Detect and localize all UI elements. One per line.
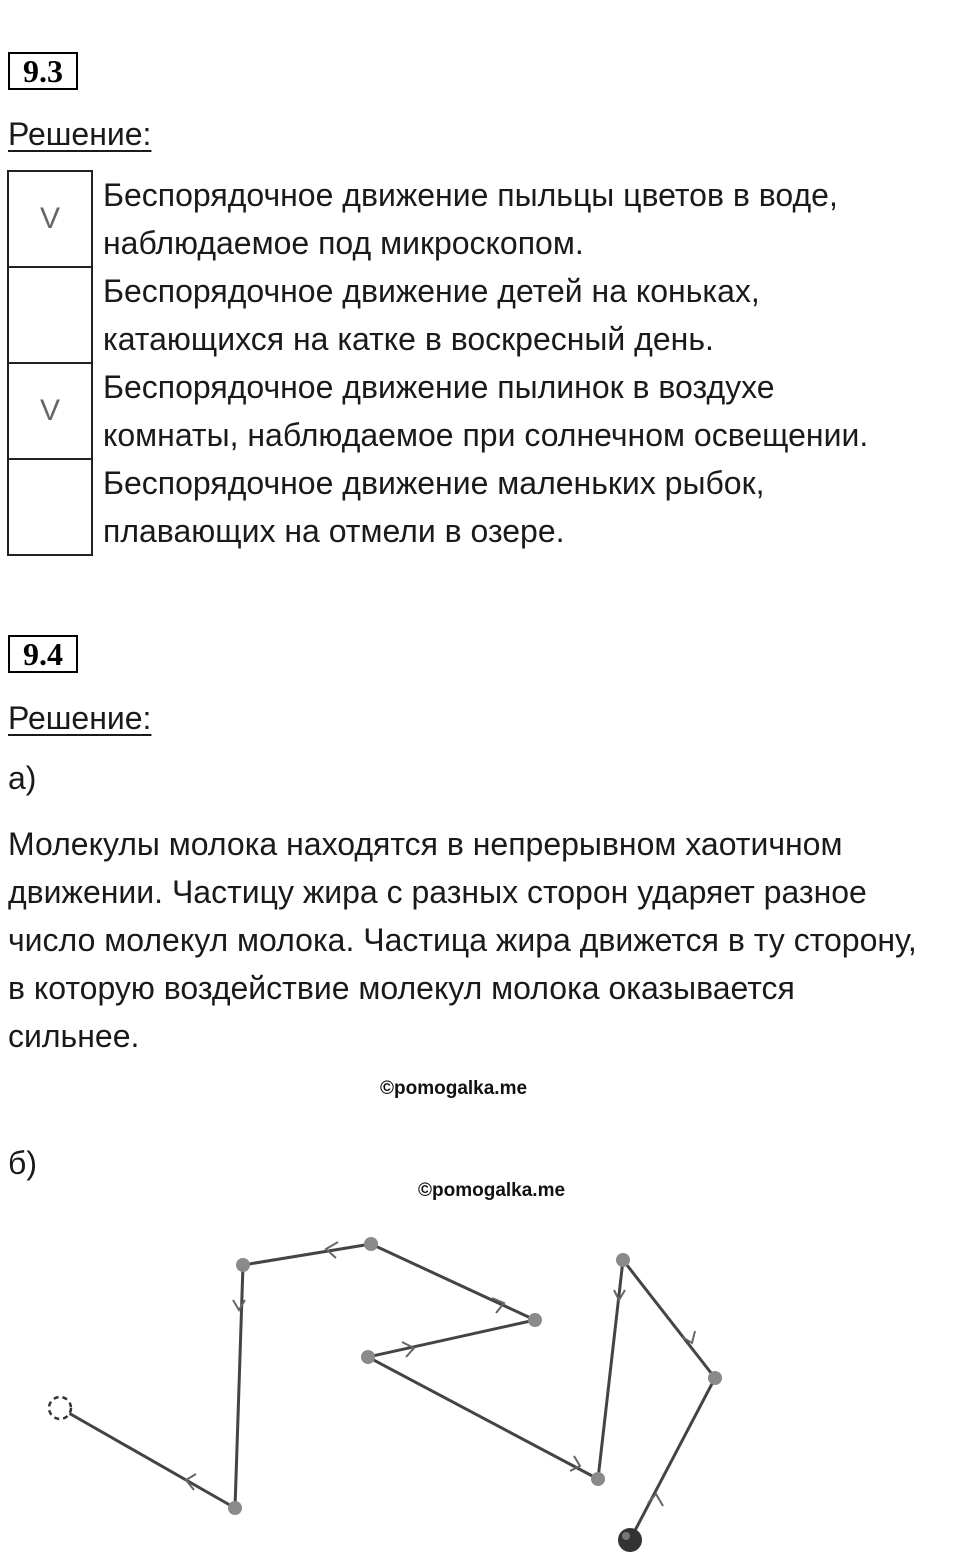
paragraph-line: в которую воздействие молекул молока оказывается <box>8 970 795 1006</box>
path-segment <box>60 1408 235 1508</box>
solution-label: Решение: <box>8 116 152 152</box>
answer-row <box>8 171 954 267</box>
path-segment <box>368 1320 535 1357</box>
collision-point <box>616 1253 630 1267</box>
paragraph-line: Молекулы молока находятся в непрерывном хаотичном <box>8 826 843 862</box>
collision-point <box>591 1472 605 1486</box>
collision-point <box>364 1237 378 1251</box>
direction-arrows <box>186 1242 695 1506</box>
checkbox-cell: V <box>8 363 92 459</box>
solution-label: Решение: <box>8 700 152 736</box>
answer-line: Беспорядочное движение пылинок в воздухе <box>103 369 775 405</box>
answer-table <box>7 170 955 556</box>
task-number-9-4: 9.4 <box>8 635 78 673</box>
collision-points <box>228 1237 722 1515</box>
collision-point <box>528 1313 542 1327</box>
particle-highlight <box>622 1532 630 1540</box>
answer-text <box>92 363 954 459</box>
path-segment <box>623 1260 715 1378</box>
watermark: ©pomogalka.me <box>418 1180 566 1201</box>
answer-line: Беспорядочное движение маленьких рыбок, <box>103 465 765 501</box>
part-a-label: а) <box>8 760 37 796</box>
path-segment <box>235 1265 243 1508</box>
task-number-9-3: 9.3 <box>8 52 78 90</box>
path-segment <box>368 1357 598 1479</box>
brownian-path-diagram <box>0 1210 760 1565</box>
path-segment <box>630 1378 715 1540</box>
path-segment <box>371 1244 535 1320</box>
checkbox-cell <box>8 267 92 363</box>
arrow-icon <box>233 1300 245 1310</box>
collision-point <box>228 1501 242 1515</box>
path-segment <box>243 1244 371 1265</box>
answer-line: плавающих на отмели в озере. <box>103 513 565 549</box>
checkbox-cell: V <box>8 171 92 267</box>
answer-line: комнаты, наблюдаемое при солнечном освещении. <box>103 417 869 453</box>
collision-point <box>708 1371 722 1385</box>
checkbox-cell <box>8 459 92 555</box>
answer-line: катающихся на катке в воскресный день. <box>103 321 714 357</box>
collision-point <box>236 1258 250 1272</box>
answer-row <box>8 363 954 459</box>
answer-text <box>92 459 954 555</box>
explanation-paragraph <box>8 820 958 1060</box>
answer-text <box>92 171 954 267</box>
answer-line: наблюдаемое под микроскопом. <box>103 225 584 261</box>
paragraph-line: число молекул молока. Частица жира движется в ту сторону, <box>8 922 917 958</box>
answer-row <box>8 267 954 363</box>
answer-line: Беспорядочное движение пыльцы цветов в воде, <box>103 177 838 213</box>
path-segment <box>598 1260 623 1479</box>
collision-point <box>361 1350 375 1364</box>
answer-row <box>8 459 954 555</box>
watermark: ©pomogalka.me <box>380 1078 528 1099</box>
path-segments <box>60 1244 715 1540</box>
answer-text <box>92 267 954 363</box>
answer-line: Беспорядочное движение детей на коньках, <box>103 273 760 309</box>
paragraph-line: движении. Частицу жира с разных сторон ударяет разное <box>8 874 867 910</box>
paragraph-line: сильнее. <box>8 1018 140 1054</box>
particle-end-icon <box>618 1528 642 1552</box>
part-b-label: б) <box>8 1145 37 1181</box>
start-position-icon <box>49 1397 71 1419</box>
